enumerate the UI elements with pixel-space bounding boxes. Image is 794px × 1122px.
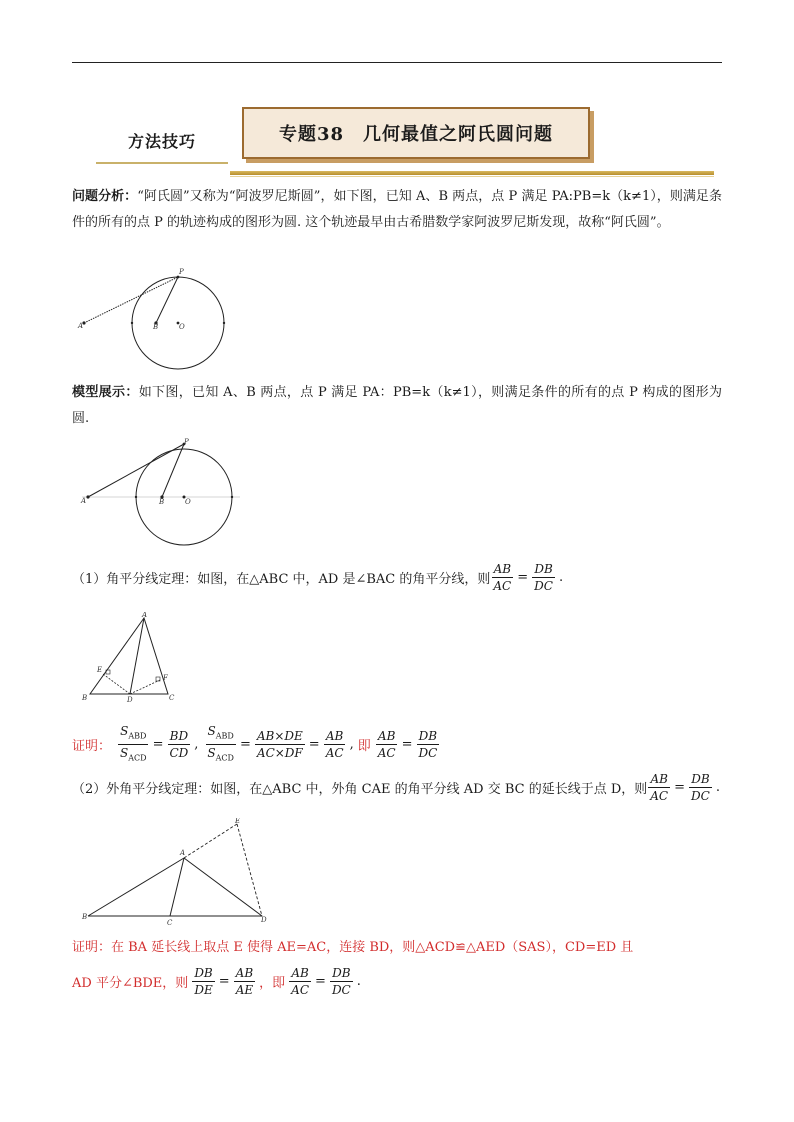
label-a: A <box>142 612 148 619</box>
label-a: A <box>81 497 87 505</box>
fraction <box>376 729 398 760</box>
method-tab: 方法技巧 <box>96 118 228 164</box>
fraction <box>491 562 513 593</box>
frac-den: AC <box>291 983 310 997</box>
label-e: E <box>97 666 103 674</box>
bisector-ad <box>184 858 262 916</box>
label-b: B <box>82 913 88 921</box>
proof-2-line-1 <box>72 936 633 955</box>
model-paragraph <box>72 380 722 432</box>
model-text: 如下图，已知 A、B 两点，点 P 满足 PA：PB=k（k≠1），则满足条件的所有的点 P 构成的图形为圆. <box>72 385 722 426</box>
frac-den: CD <box>169 746 189 761</box>
frac-den: $S_{ACD}$ <box>207 746 234 763</box>
label-d: D <box>127 696 133 704</box>
theorem-1-text: （1）角平分线定理：如图，在△ABC 中，AD 是∠BAC 的角平分线，则 <box>72 572 491 587</box>
label-a: A <box>78 322 84 330</box>
perpendicular-de <box>103 674 130 694</box>
label-o: O <box>179 323 185 331</box>
circle-right-point <box>231 496 233 498</box>
frac-num: AB <box>291 966 309 980</box>
frac-den: DE <box>194 983 213 997</box>
segment-pb <box>162 444 184 497</box>
angle-bisector-figure <box>76 612 180 704</box>
frac-num: DB <box>691 772 710 786</box>
theorem-1: （1）角平分线定理：如图，在△ABC 中，AD 是∠BAC 的角平分线，则 $\frac{AB}{AC}$ = $\frac{DB}{DC}$ . <box>72 562 564 593</box>
extension-ae <box>184 824 237 858</box>
fraction <box>532 562 555 593</box>
frac-den: $S_{ACD}$ <box>120 746 147 763</box>
bisector-ad <box>130 618 144 694</box>
fraction <box>324 729 346 760</box>
frac-num: AB <box>325 729 344 744</box>
segment-pa <box>88 444 184 497</box>
top-rule <box>72 62 722 63</box>
proof-2-pre: AD 平分∠BDE，则 <box>72 976 189 991</box>
fraction <box>289 966 311 997</box>
fraction <box>416 729 439 760</box>
proof-2-ji: ，即 <box>259 976 286 991</box>
segment-ac <box>170 858 184 916</box>
point-p <box>177 276 180 279</box>
label-a: A <box>180 849 186 857</box>
theorem-2-end: . <box>715 780 720 795</box>
frac-num: AB <box>235 966 254 980</box>
frac-den: AC <box>377 746 396 761</box>
circle-left-point <box>131 322 133 324</box>
frac-den: AC×DF <box>256 746 303 761</box>
analysis-text: “阿氏圆”又称为“阿波罗尼斯圆”，如下图，已知 A、B 两点，点 P 满足 PA:PB=k（k≠1），则满足条件的所有的点 P 的轨迹构成的图形为圆. 这个轨迹最早由古希腊数学家阿波罗尼斯发现，故称“阿氏圆”。 <box>72 189 722 230</box>
apollonius-circle-figure-2 <box>76 436 246 548</box>
label-f: F <box>163 674 168 682</box>
frac-den: AC <box>650 789 669 803</box>
frac-num: $S_{ABD}$ <box>118 724 148 745</box>
segment-pb <box>156 277 178 323</box>
frac-num: DB <box>418 729 438 744</box>
frac-den: DC <box>534 579 553 593</box>
segment-pa <box>84 277 178 323</box>
point-a <box>86 495 89 498</box>
frac-den: AE <box>235 983 254 997</box>
fraction <box>255 729 305 760</box>
fraction <box>205 724 236 766</box>
frac-num: AB <box>650 772 668 786</box>
frac-den: DC <box>418 746 438 761</box>
title-underline <box>230 171 714 175</box>
circle-right-point <box>223 322 225 324</box>
apollonius-circle-figure-1 <box>76 266 236 372</box>
proof-1: 证明： $\frac{S_{ABD}}{S_{ACD}}$ = $\frac{BD}{CD}$ , $\frac{S_{ABD}}{S_{ACD}}$ = $\frac{AB\times DE}{AC\times DF}$ = $\frac{AB}{AC}$ , 即 $\frac{AB}{AC}$ = $\frac{DB}{DC}$ <box>72 724 440 766</box>
theorem-1-end: . <box>558 570 564 585</box>
frac-num: AB <box>377 729 396 744</box>
frac-den: DC <box>331 983 351 997</box>
external-bisector-figure <box>80 818 270 926</box>
fraction <box>330 966 353 997</box>
label-p: P <box>179 268 184 276</box>
fraction <box>234 966 255 997</box>
circle-left-point <box>135 496 137 498</box>
proof-2-line-2: AD 平分∠BDE，则 $\frac{DB}{DE}$ = $\frac{AB}{AE}$ ，即 $\frac{AB}{AC}$ = $\frac{DB}{DC}$ . <box>72 966 361 997</box>
label-b: B <box>153 323 159 331</box>
segment-ed <box>237 824 262 916</box>
frac-den: DC <box>691 789 710 803</box>
frac-num: AB <box>493 562 512 576</box>
fraction <box>118 724 149 766</box>
title-underline-thin <box>230 176 714 177</box>
label-e: E <box>235 818 241 825</box>
theorem-2: （2）外角平分线定理：如图，在△ABC 中，外角 CAE 的角平分线 AD 交 BC 的延长线于点 D，则 $\frac{AB}{AC}$ = $\frac{DB}{DC}$ . <box>72 772 720 803</box>
frac-num: DB <box>534 562 553 576</box>
fraction <box>648 772 670 803</box>
frac-num: DB <box>332 966 351 980</box>
label-p: P <box>184 438 189 446</box>
frac-num: DB <box>194 966 213 980</box>
proof-1-label: 证明： <box>72 739 112 755</box>
analysis-label: 问题分析： <box>72 189 138 204</box>
label-d: D <box>261 916 267 924</box>
proof-2-text: 证明：在 BA 延长线上取点 E 使得 AE=AC，连接 BD，则△ACD≌△AED（SAS），CD=ED 且 <box>72 940 634 955</box>
frac-num: $S_{ABD}$ <box>206 724 236 745</box>
proof-2-end: . <box>356 974 361 989</box>
analysis-paragraph <box>72 184 722 236</box>
label-o: O <box>185 498 191 506</box>
triangle-abc <box>90 618 168 694</box>
line-ba <box>88 858 184 916</box>
label-b: B <box>82 694 88 702</box>
label-c: C <box>169 694 175 702</box>
perpendicular-df <box>130 680 160 694</box>
frac-num: BD <box>169 729 189 744</box>
label-c: C <box>167 919 173 926</box>
fraction <box>689 772 712 803</box>
proof-1-ji: 即 <box>357 739 371 755</box>
fraction <box>167 729 190 760</box>
theorem-2-text: （2）外角平分线定理：如图，在△ABC 中，外角 CAE 的角平分线 AD 交 BC 的延长线于点 D，则 <box>72 782 648 797</box>
frac-num: AB×DE <box>256 729 303 744</box>
model-label: 模型展示： <box>72 385 139 400</box>
fraction <box>192 966 214 997</box>
topic-title: 专题38 几何最值之阿氏圆问题 <box>242 107 590 159</box>
frac-den: AC <box>325 746 344 761</box>
frac-den: AC <box>493 579 512 593</box>
label-b: B <box>159 498 165 506</box>
